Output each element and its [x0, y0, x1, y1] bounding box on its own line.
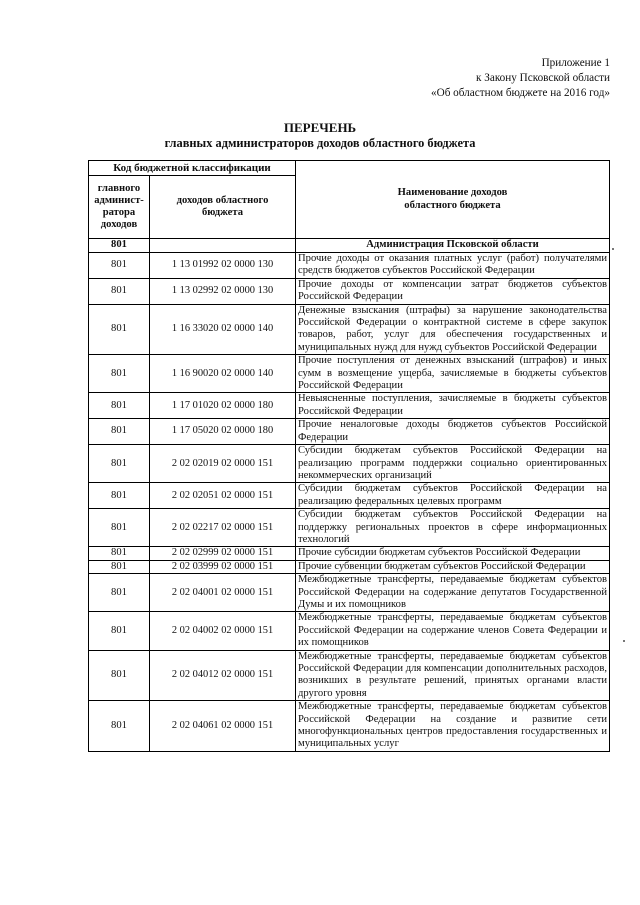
- table-row: [89, 253, 610, 279]
- table-row: [89, 650, 610, 701]
- admin-code: 801: [89, 701, 150, 752]
- admin-code: 801: [89, 304, 150, 355]
- income-code: 2 02 04012 02 0000 151: [150, 650, 296, 701]
- income-name: Прочие поступления от денежных взысканий (штрафов) и иных сумм в возмещение ущерба, зачисляемые в бюджеты субъектов Российской Федерации: [296, 355, 610, 393]
- income-name: Субсидии бюджетам субъектов Российской Федерации на поддержку региональных проектов в сфере информационных технологий: [296, 509, 610, 547]
- income-name: Прочие неналоговые доходы бюджетов субъектов Российской Федерации: [296, 419, 610, 445]
- scan-speck: [623, 640, 625, 642]
- table-row: [89, 574, 610, 612]
- income-name: Прочие субсидии бюджетам субъектов Российской Федерации: [296, 547, 610, 560]
- income-name: Невыясненные поступления, зачисляемые в бюджеты субъектов Российской Федерации: [296, 393, 610, 419]
- income-code: 1 13 02992 02 0000 130: [150, 278, 296, 304]
- admin-code: 801: [89, 355, 150, 393]
- table-row: [89, 612, 610, 650]
- group-admin-code: 801: [89, 239, 150, 253]
- income-name: Прочие доходы от компенсации затрат бюджетов субъектов Российской Федерации: [296, 278, 610, 304]
- income-code: 1 16 90020 02 0000 140: [150, 355, 296, 393]
- income-code: 2 02 04002 02 0000 151: [150, 612, 296, 650]
- income-code: 2 02 02999 02 0000 151: [150, 547, 296, 560]
- income-name: Прочие доходы от оказания платных услуг (работ) получателями средств бюджетов субъектов Российской Федерации: [296, 253, 610, 279]
- income-code: 2 02 02217 02 0000 151: [150, 509, 296, 547]
- document-subtitle: главных администраторов доходов областного бюджета: [164, 136, 476, 150]
- income-name: Межбюджетные трансферты, передаваемые бюджетам субъектов Российской Федерации на содержание депутатов Государственной Думы и их помощников: [296, 574, 610, 612]
- income-code: 2 02 02019 02 0000 151: [150, 445, 296, 483]
- income-code: 2 02 04001 02 0000 151: [150, 574, 296, 612]
- header-income: [150, 176, 296, 239]
- appendix-line-3: «Об областном бюджете на 2016 год»: [431, 87, 610, 99]
- admin-code: 801: [89, 650, 150, 701]
- admin-code: 801: [89, 419, 150, 445]
- header-name: [296, 161, 610, 239]
- appendix-note: [290, 56, 610, 101]
- admin-code: 801: [89, 483, 150, 509]
- header-name-label: Наименование доходов областного бюджета: [397, 187, 508, 211]
- income-code: 2 02 03999 02 0000 151: [150, 560, 296, 573]
- income-code: 1 16 33020 02 0000 140: [150, 304, 296, 355]
- admin-code: 801: [89, 253, 150, 279]
- admin-code: 801: [89, 612, 150, 650]
- appendix-line-1: Приложение 1: [541, 57, 610, 69]
- admin-code: 801: [89, 445, 150, 483]
- admin-code: 801: [89, 574, 150, 612]
- income-code: 1 13 01992 02 0000 130: [150, 253, 296, 279]
- table-row: [89, 419, 610, 445]
- income-code: 2 02 02051 02 0000 151: [150, 483, 296, 509]
- table-row: [89, 304, 610, 355]
- group-empty-cell: [150, 239, 296, 253]
- admin-code: 801: [89, 393, 150, 419]
- group-name: Администрация Псковской области: [296, 239, 610, 253]
- table-row: [89, 355, 610, 393]
- table-row: [89, 445, 610, 483]
- admin-code: 801: [89, 560, 150, 573]
- revenue-administrators-table: [88, 160, 610, 752]
- income-name: Межбюджетные трансферты, передаваемые бюджетам субъектов Российской Федерации на содержание членов Совета Федерации и их помощников: [296, 612, 610, 650]
- header-admin: главного админист-ратора доходов: [89, 176, 150, 239]
- income-code: 1 17 05020 02 0000 180: [150, 419, 296, 445]
- income-name: Прочие субвенции бюджетам субъектов Российской Федерации: [296, 560, 610, 573]
- document-title: ПЕРЕЧЕНЬ: [283, 120, 357, 135]
- income-name: Субсидии бюджетам субъектов Российской Федерации на реализацию федеральных целевых программ: [296, 483, 610, 509]
- table-row: [89, 560, 610, 573]
- table-row: [89, 509, 610, 547]
- table-row: [89, 278, 610, 304]
- income-name: Межбюджетные трансферты, передаваемые бюджетам субъектов Российской Федерации на создание и развитие сети многофункциональных центров предоставления государственных и муниципальных услуг: [296, 701, 610, 752]
- header-income-label: доходов областного бюджета: [176, 194, 269, 218]
- table-row: [89, 483, 610, 509]
- table-header-row: [89, 161, 610, 176]
- table-row: [89, 393, 610, 419]
- admin-code: 801: [89, 278, 150, 304]
- income-name: Субсидии бюджетам субъектов Российской Федерации на реализацию программ поддержки социально ориентированных некоммерческих организаций: [296, 445, 610, 483]
- table-row: [89, 547, 610, 560]
- admin-code: 801: [89, 547, 150, 560]
- income-name: Межбюджетные трансферты, передаваемые бюджетам субъектов Российской Федерации для компенсации дополнительных расходов, возникших в результате решений, принятых органами власти другого уровня: [296, 650, 610, 701]
- scan-speck: [612, 248, 614, 250]
- header-classification-code: Код бюджетной классификации: [89, 161, 296, 176]
- group-row: [89, 239, 610, 253]
- income-name: Денежные взыскания (штрафы) за нарушение законодательства Российской Федерации о контрактной системе в сфере закупок товаров, работ, услуг для обеспечения государственных и муниципальных нужд для нужд субъектов Российской Федерации: [296, 304, 610, 355]
- income-code: 2 02 04061 02 0000 151: [150, 701, 296, 752]
- admin-code: 801: [89, 509, 150, 547]
- appendix-line-2: к Закону Псковской области: [476, 72, 610, 84]
- income-code: 1 17 01020 02 0000 180: [150, 393, 296, 419]
- table-row: [89, 701, 610, 752]
